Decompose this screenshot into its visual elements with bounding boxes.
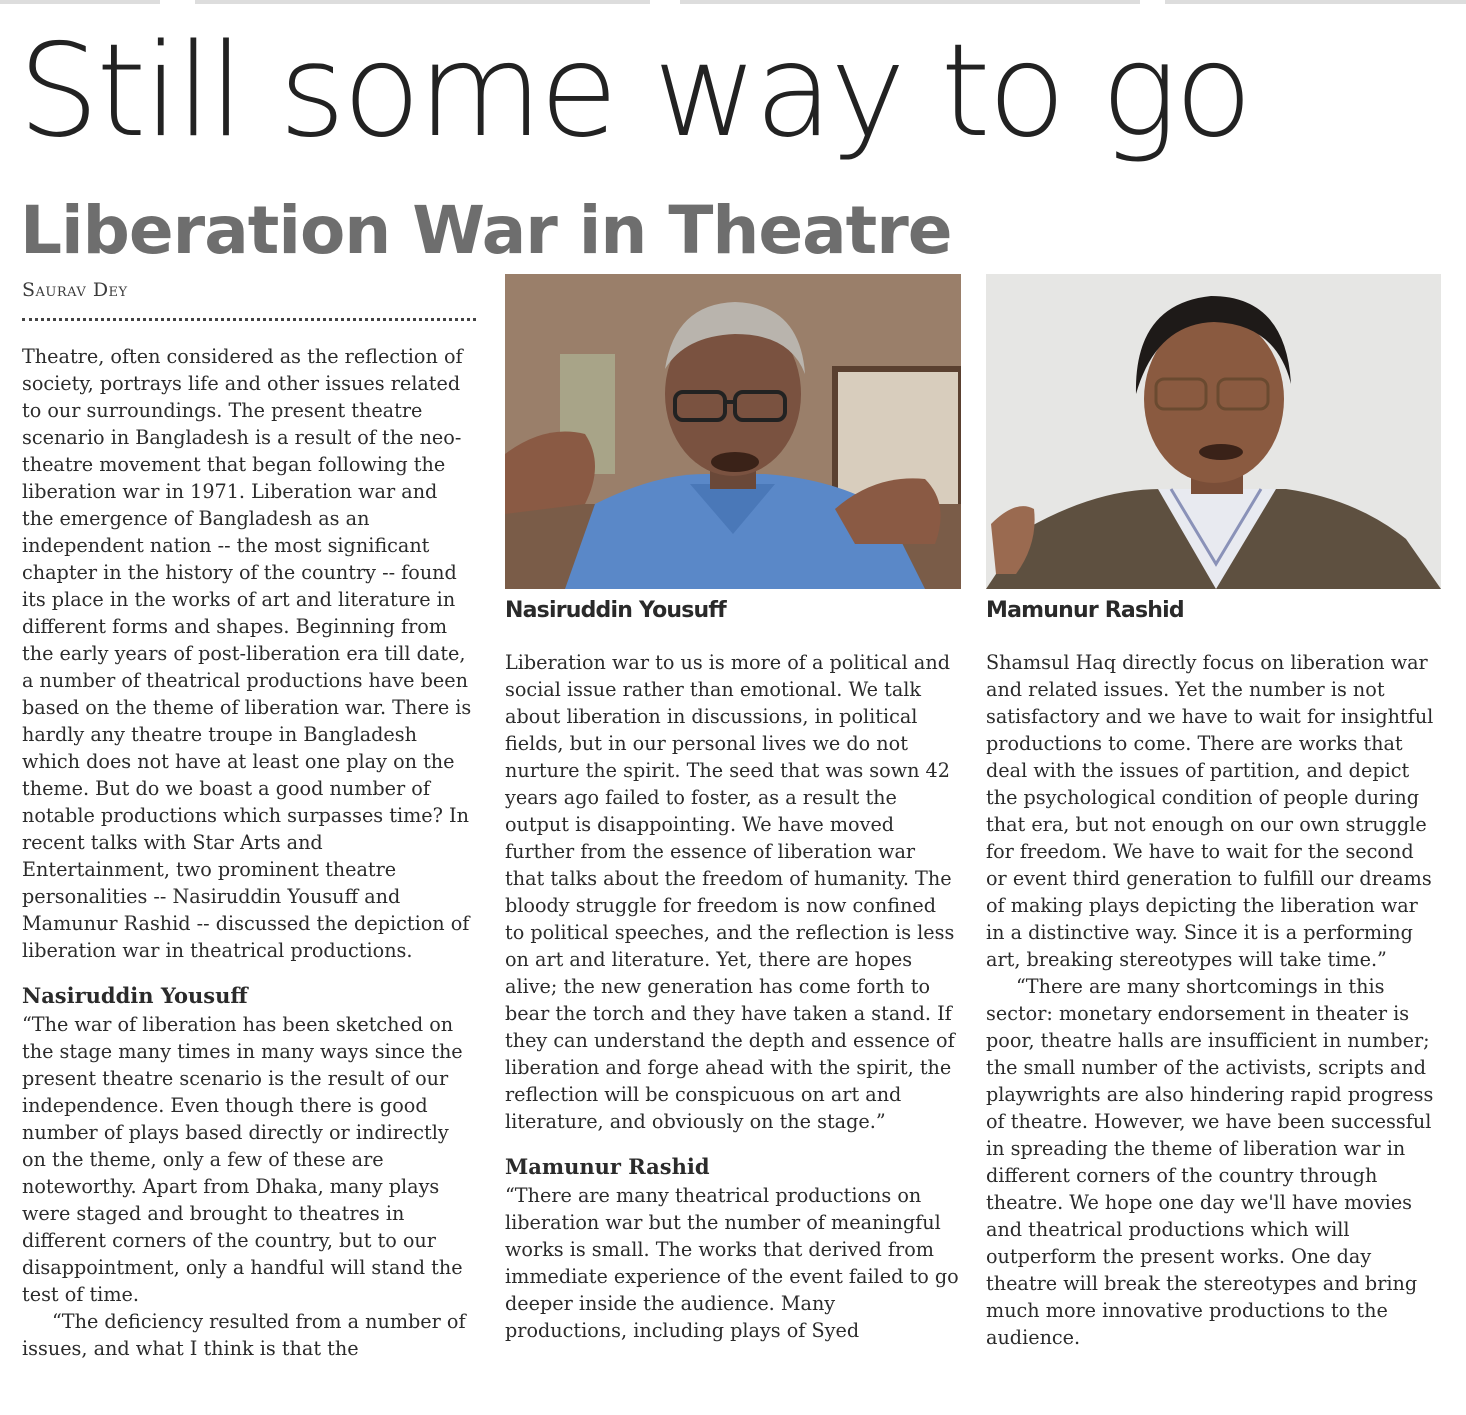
quote-paragraph: “There are many theatrical productions on liberation war but the number of meaningful works is small. The works that derived from immediate experience of the event failed to go deeper inside the audience. Many productions, including plays of Syed <box>505 1184 959 1342</box>
photo-caption: Mamunur Rashid <box>986 598 1184 623</box>
quote-paragraph: “There are many shortcomings in this sector: monetary endorsement in theater is poor, theatre halls are insufficient in number; the small number of the activists, scripts and playwrights are also hindering rapid progress of theatre. However, we have been successful in spreading the theme of liberation war in different corners of the country through theatre. We hope one day we'll have movies and theatrical productions which will outperform the present works. One day theatre will break the stereotypes and bring much more innovative productions to the audience. <box>986 975 1434 1349</box>
headline: Still some way to go <box>18 17 1250 166</box>
quote-paragraph: Liberation war to us is more of a political and social issue rather than emotional. We talk about liberation in discussions, in political fields, but in our personal lives we do not nurture the spirit. The seed that was sown 42 years ago failed to foster, as a result the output is disappointing. We have moved further from the essence of liberation war that talks about the freedom of humanity. The bloody struggle for freedom is now confined to political speeches, and the reflection is less on art and literature. Yet, there are hopes alive; the new generation has come forth to bear the torch and they have taken a stand. If they can understand the depth and essence of liberation and forge ahead with the spirit, the reflection will be conspicuous on art and literature, and obviously on the stage.” <box>505 651 955 1133</box>
byline-divider <box>22 318 476 321</box>
subheadline: Liberation War in Theatre <box>20 192 952 269</box>
article-column-3 <box>986 649 1438 1351</box>
photo-mamunur-rashid <box>986 274 1441 589</box>
photo-caption: Nasiruddin Yousuff <box>505 598 726 623</box>
byline: Saurav Dey <box>22 279 128 301</box>
article-column-1 <box>22 343 474 1362</box>
quote-paragraph: “The deficiency resulted from a number of issues, and what I think is that the <box>22 1310 466 1360</box>
quote-paragraph: Shamsul Haq directly focus on liberation war and related issues. Yet the number is not satisfactory and we have to wait for insightful productions to come. There are works that deal with the issues of partition, and depict the psychological condition of people during that era, but not enough on our own struggle for freedom. We have to wait for the second or event third generation to fulfill our dreams of making plays depicting the liberation war in a distinctive way. Since it is a performing art, breaking stereotypes will take time.” <box>986 651 1434 971</box>
top-rule <box>0 0 1466 4</box>
photo-nasiruddin-yousuff <box>505 274 961 589</box>
section-heading-mamunur: Mamunur Rashid <box>505 1154 710 1179</box>
intro-paragraph: Theatre, often considered as the reflection of society, portrays life and other issues related to our surroundings. The present theatre scenario in Bangladesh is a result of the neo-theatre movement that began following the liberation war in 1971. Liberation war and the emergence of Bangladesh as an independent nation -- the most significant chapter in the history of the country -- found its place in the works of art and literature in different forms and shapes. Beginning from the early years of post-liberation era till date, a number of theatrical productions have been based on the theme of liberation war. There is hardly any theatre troupe in Bangladesh which does not have at least one play on the theme. But do we boast a good number of notable productions which surpasses time? In recent talks with Star Arts and Entertainment, two prominent theatre personalities -- Nasiruddin Yousuff and Mamunur Rashid -- discussed the depiction of liberation war in theatrical productions. <box>22 345 472 962</box>
section-heading-nasiruddin: Nasiruddin Yousuff <box>22 983 248 1008</box>
article-column-2 <box>505 649 959 1344</box>
quote-paragraph: “The war of liberation has been sketched on the stage many times in many ways since the present theatre scenario is the result of our independence. Even though there is good number of plays based directly or indirectly on the theme, only a few of these are noteworthy. Apart from Dhaka, many plays were staged and brought to theatres in different corners of the country, but to our disappointment, only a handful will stand the test of time. <box>22 1013 463 1306</box>
